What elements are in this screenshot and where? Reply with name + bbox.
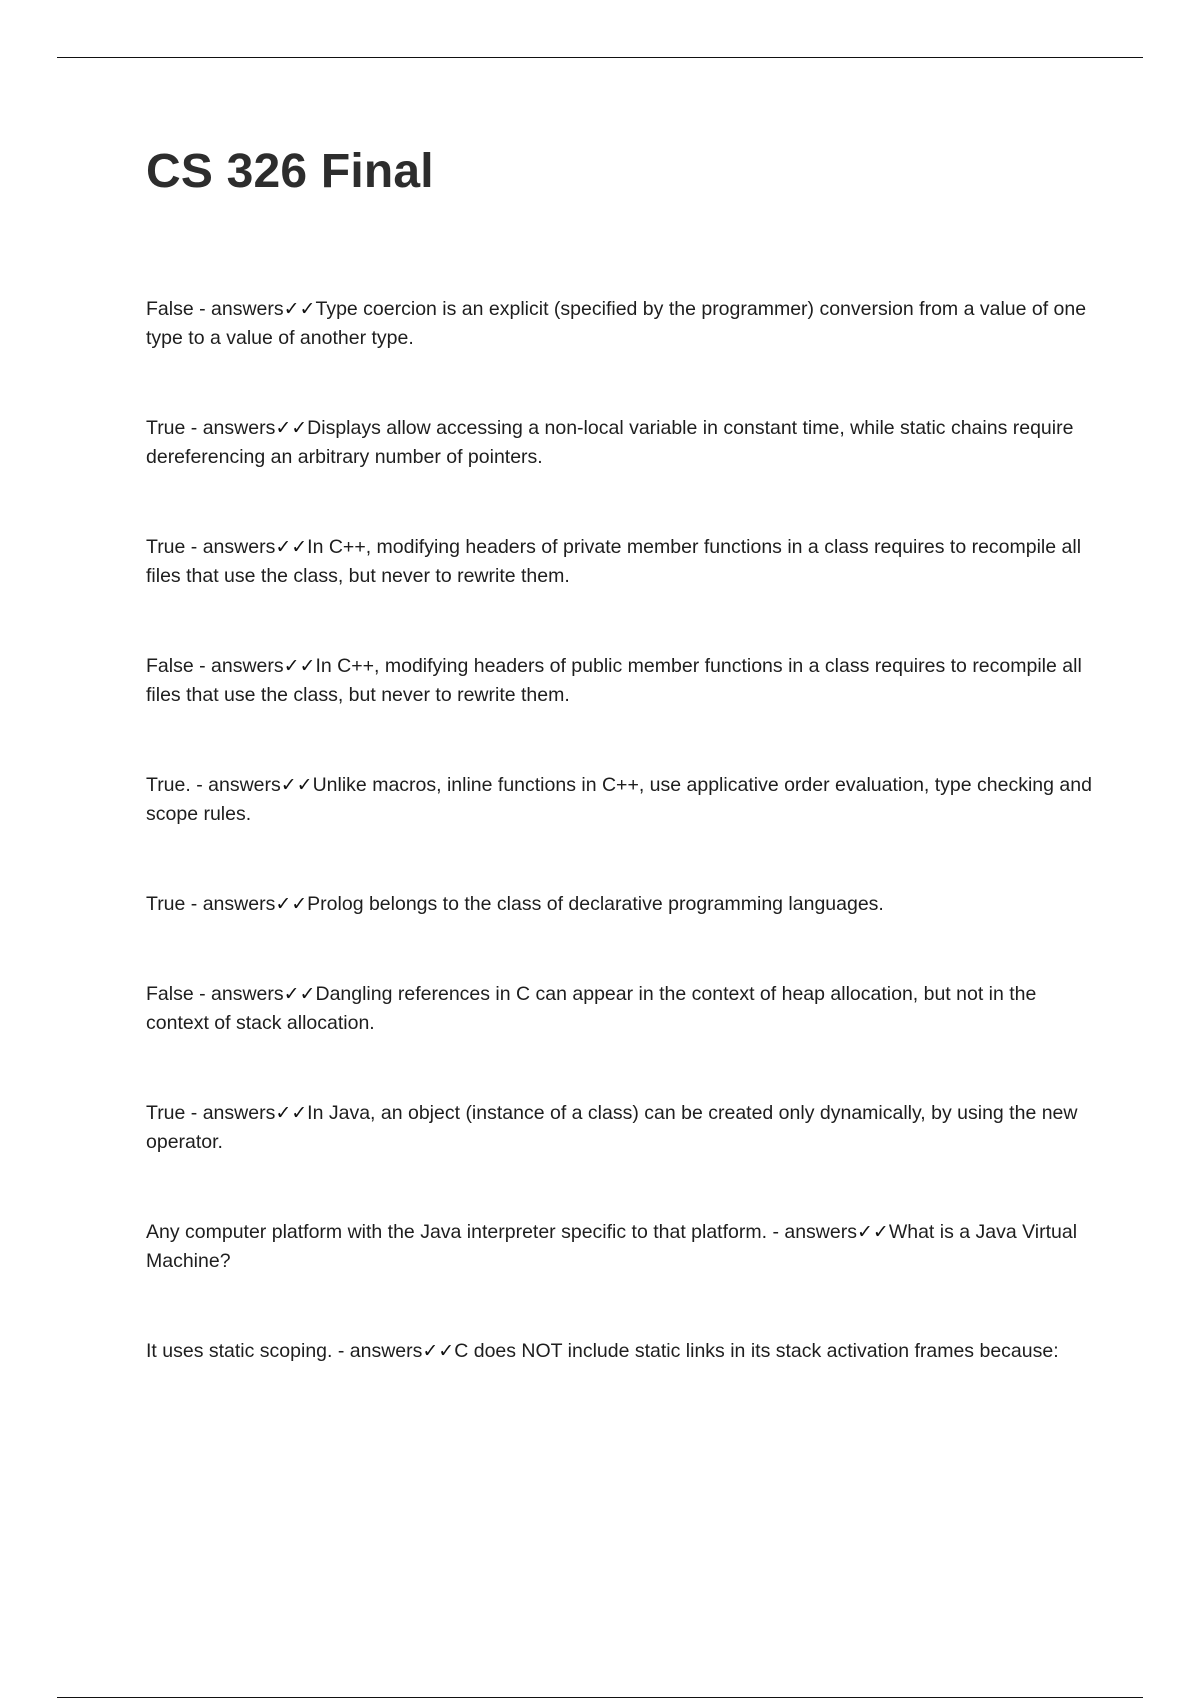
- double-check-icon: ✓✓: [422, 1340, 455, 1362]
- qa-entry: [146, 980, 1096, 1038]
- question-text: Prolog belongs to the class of declarative programming languages.: [307, 893, 884, 915]
- answers-separator: - answers: [185, 893, 276, 915]
- qa-entry: [146, 1099, 1096, 1157]
- double-check-icon: ✓✓: [283, 655, 316, 677]
- page-title: CS 326 Final: [146, 145, 434, 198]
- question-text: C does NOT include static links in its stack activation frames because:: [454, 1340, 1059, 1362]
- bottom-rule: [57, 1697, 1143, 1698]
- answers-separator: - answers: [193, 298, 284, 320]
- answers-separator: - answers: [767, 1221, 857, 1243]
- double-check-icon: ✓✓: [275, 536, 308, 558]
- answer-text: True: [146, 1102, 186, 1124]
- answer-text: True: [146, 417, 186, 439]
- answers-separator: - answers: [193, 983, 284, 1005]
- question-text: What is a Java Virtual Machine?: [146, 1221, 1078, 1272]
- answer-text: False: [146, 983, 194, 1005]
- double-check-icon: ✓✓: [283, 983, 316, 1005]
- question-text: In C++, modifying headers of public member functions in a class requires to recompile all files that use the class, but never to rewrite them.: [146, 655, 1082, 706]
- answers-separator: - answers: [193, 655, 284, 677]
- double-check-icon: ✓✓: [275, 893, 308, 915]
- qa-entry: [146, 890, 1096, 919]
- question-text: In C++, modifying headers of private member functions in a class requires to recompile all files that use the class, but never to rewrite them.: [146, 536, 1082, 587]
- question-text: Unlike macros, inline functions in C++, use applicative order evaluation, type checking and scope rules.: [146, 774, 1092, 825]
- question-text: Displays allow accessing a non-local variable in constant time, while static chains require dereferencing an arbitrary number of pointers.: [146, 417, 1074, 468]
- answers-separator: - answers: [190, 774, 281, 796]
- answer-text: False: [146, 655, 194, 677]
- double-check-icon: ✓✓: [275, 417, 308, 439]
- answer-text: Any computer platform with the Java interpreter specific to that platform.: [146, 1221, 768, 1243]
- double-check-icon: ✓✓: [280, 774, 313, 796]
- question-text: Type coercion is an explicit (specified by the programmer) conversion from a value of one type to a value of another type.: [146, 298, 1087, 349]
- question-text: Dangling references in C can appear in the context of heap allocation, but not in the context of stack allocation.: [146, 983, 1037, 1034]
- top-rule: [57, 57, 1143, 58]
- answer-text: It uses static scoping.: [146, 1340, 333, 1362]
- answer-text: False: [146, 298, 194, 320]
- answer-text: True: [146, 536, 186, 558]
- qa-entry: [146, 652, 1096, 710]
- qa-list: [146, 295, 1096, 1427]
- qa-entry: [146, 533, 1096, 591]
- qa-entry: [146, 1337, 1096, 1366]
- qa-entry: [146, 1218, 1096, 1276]
- qa-entry: [146, 771, 1096, 829]
- answer-text: True.: [146, 774, 191, 796]
- answers-separator: - answers: [185, 1102, 276, 1124]
- double-check-icon: ✓✓: [856, 1221, 889, 1243]
- double-check-icon: ✓✓: [275, 1102, 308, 1124]
- double-check-icon: ✓✓: [283, 298, 316, 320]
- question-text: In Java, an object (instance of a class) can be created only dynamically, by using the new operator.: [146, 1102, 1078, 1153]
- answer-text: True: [146, 893, 186, 915]
- qa-entry: [146, 414, 1096, 472]
- qa-entry: [146, 295, 1096, 353]
- answers-separator: - answers: [185, 536, 276, 558]
- answers-separator: - answers: [185, 417, 276, 439]
- answers-separator: - answers: [332, 1340, 423, 1362]
